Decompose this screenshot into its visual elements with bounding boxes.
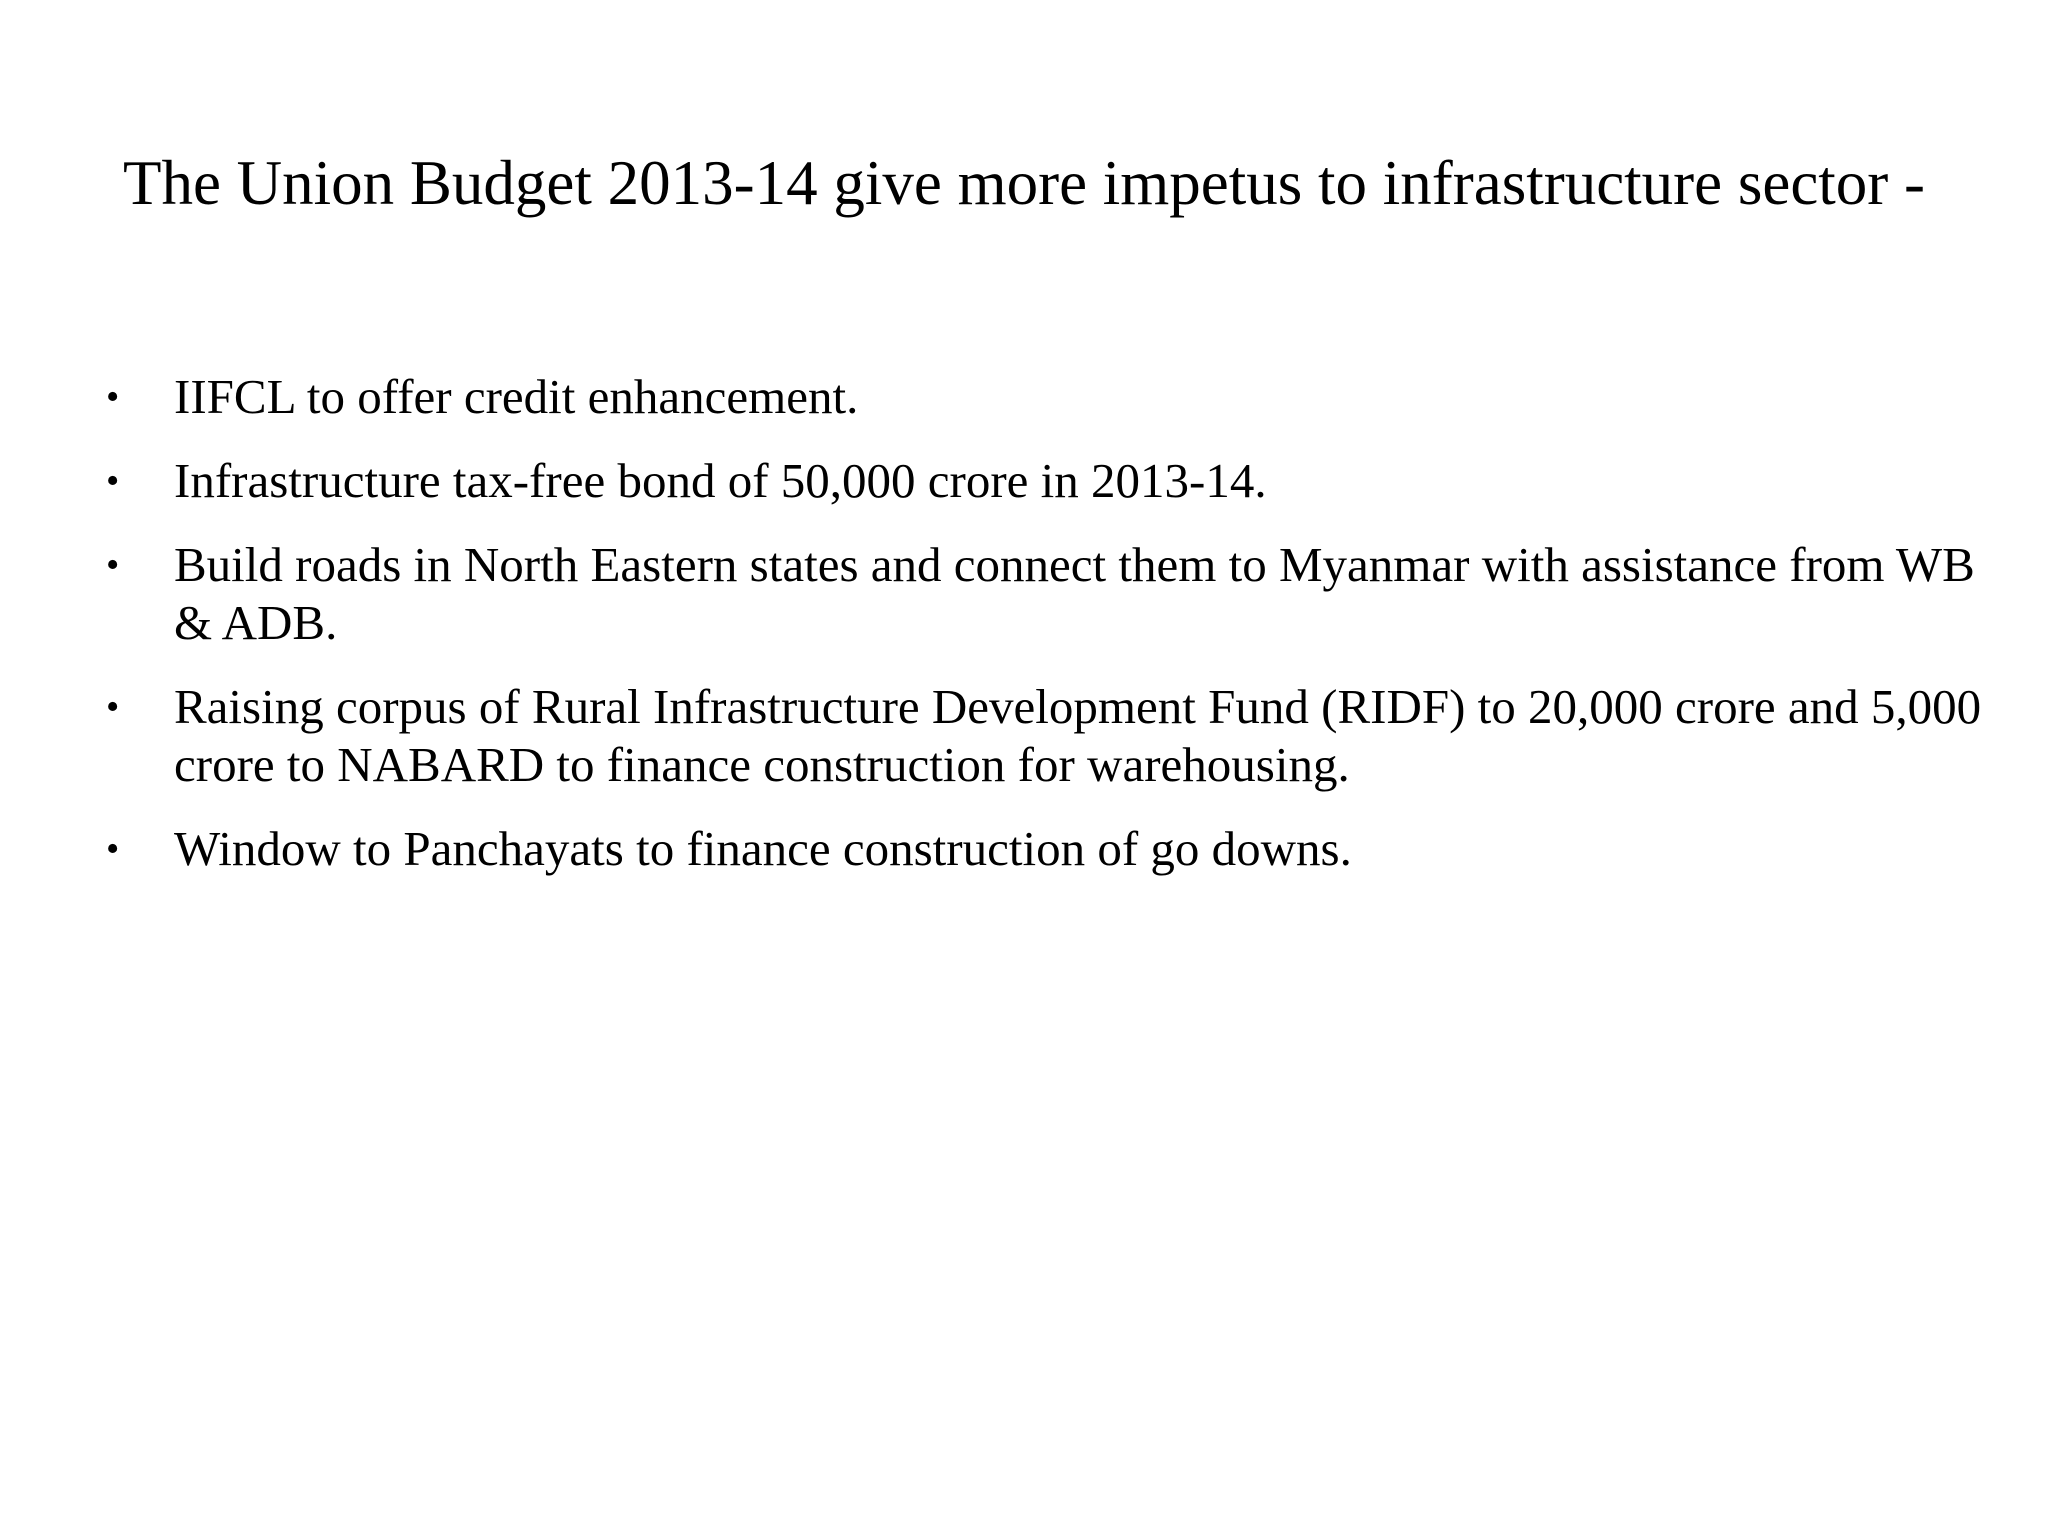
bullet-item <box>106 368 2006 426</box>
bullet-item <box>106 820 2006 878</box>
bullet-text: IIFCL to offer credit enhancement. <box>174 369 859 424</box>
bullet-dot-icon: • <box>106 376 120 418</box>
bullet-text: Window to Panchayats to finance construction of go downs. <box>174 821 1352 876</box>
bullet-dot-icon: • <box>106 544 120 586</box>
bullet-list <box>106 368 2006 904</box>
bullet-item <box>106 536 2006 652</box>
bullet-dot-icon: • <box>106 460 120 502</box>
bullet-dot-icon: • <box>106 686 120 728</box>
bullet-dot-icon: • <box>106 828 120 870</box>
bullet-text: Raising corpus of Rural Infrastructure Development Fund (RIDF) to 20,000 crore and 5,000 crore to NABARD to finance construction for warehousing. <box>174 679 1982 792</box>
bullet-item <box>106 452 2006 510</box>
bullet-text: Build roads in North Eastern states and connect them to Myanmar with assistance from WB & ADB. <box>174 537 1975 650</box>
slide-title: The Union Budget 2013-14 give more impetus to infrastructure sector - <box>122 148 1926 218</box>
bullet-text: Infrastructure tax-free bond of 50,000 crore in 2013-14. <box>174 453 1267 508</box>
bullet-item <box>106 678 2006 794</box>
